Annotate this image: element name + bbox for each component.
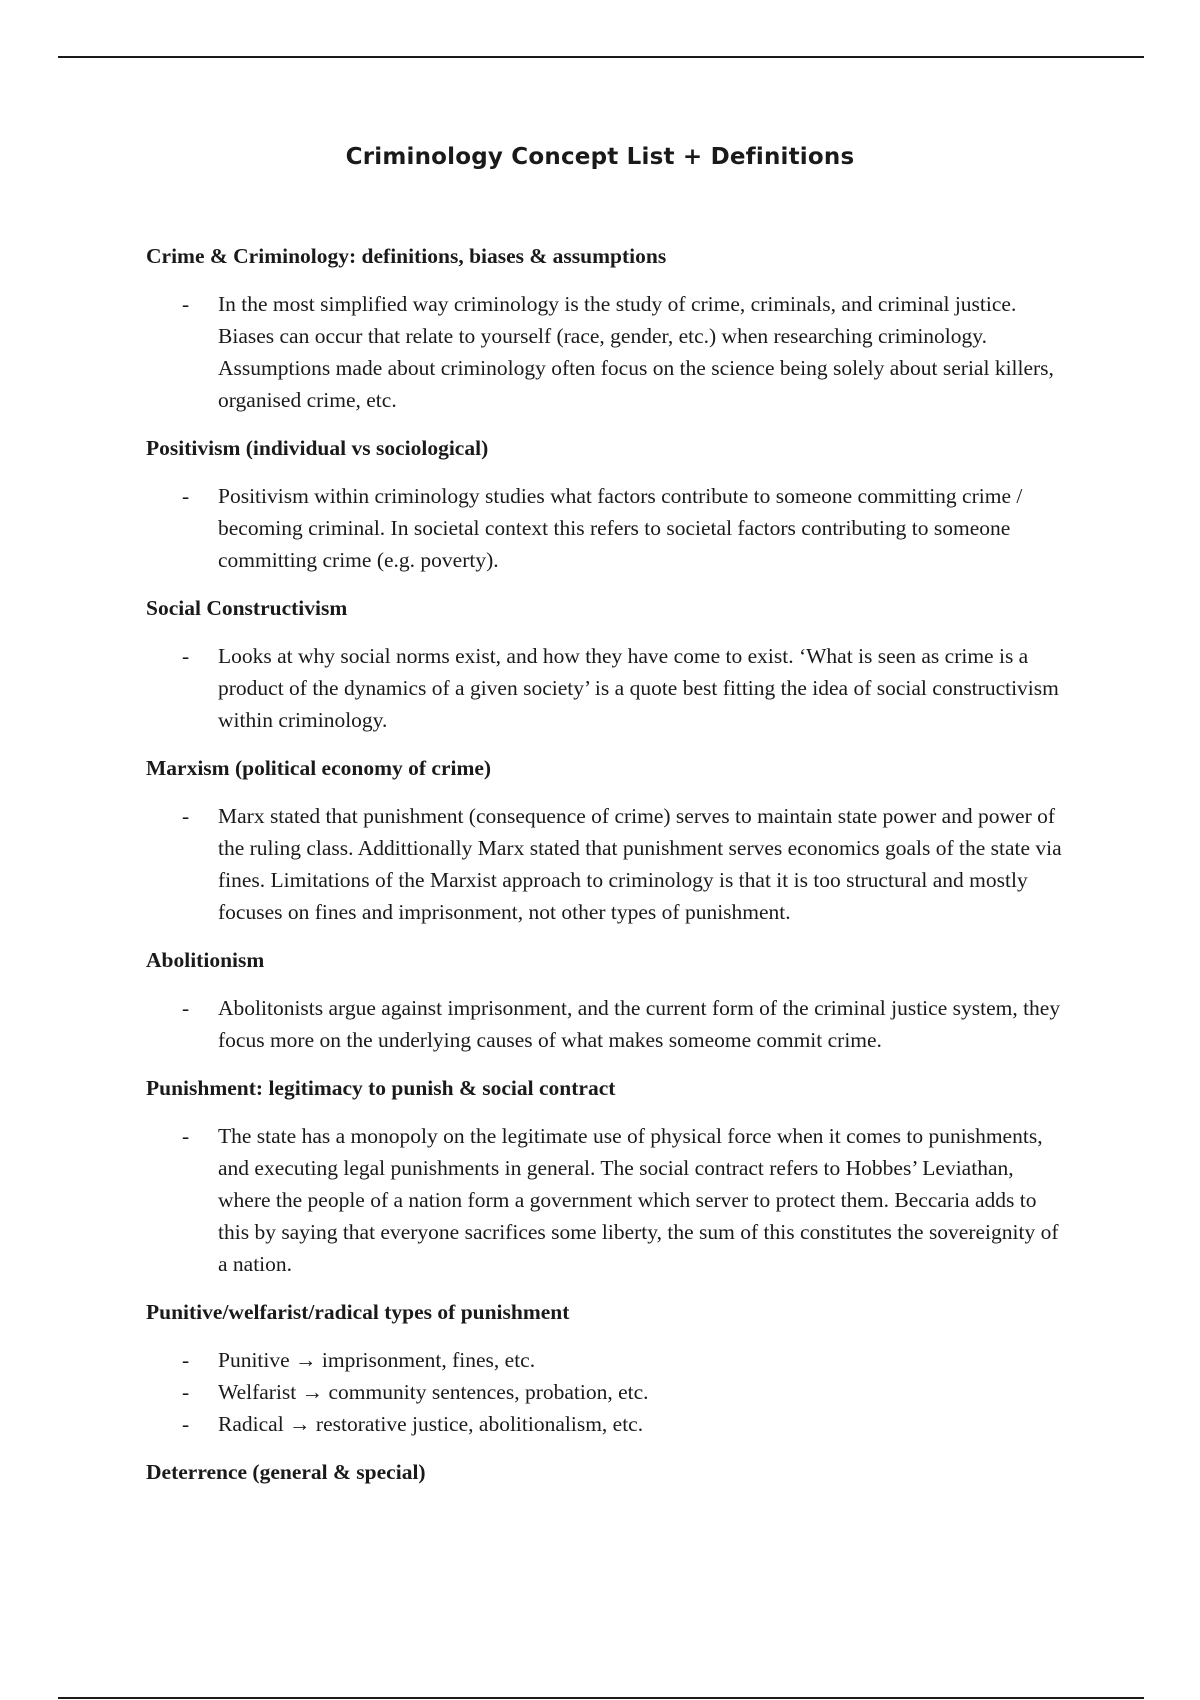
section (146, 1072, 1066, 1280)
bullet-item (146, 640, 1066, 736)
bullet-text: Looks at why social norms exist, and how they have come to exist. ‘What is seen as crime is a product of the dynamics of a given society’ is a quote best fitting the idea of social constructivism within criminology. (218, 644, 1059, 732)
top-rule (58, 56, 1144, 58)
bullet-item (146, 1376, 1066, 1408)
bullet-marker: - (182, 1348, 190, 1372)
section-heading: Punishment: legitimacy to punish & social contract (146, 1076, 616, 1100)
bullet-text: Punitive → imprisonment, fines, etc. (218, 1348, 536, 1372)
bullet-item (146, 1120, 1066, 1280)
bottom-rule (58, 1697, 1144, 1699)
bullet-text: Radical → restorative justice, abolitionalism, etc. (218, 1412, 644, 1436)
section (146, 1456, 1066, 1488)
section-heading: Punitive/welfarist/radical types of punishment (146, 1300, 570, 1324)
bullet-marker: - (182, 644, 190, 668)
section (146, 592, 1066, 736)
section-heading: Abolitionism (146, 948, 265, 972)
bullet-list (146, 800, 1066, 928)
document-body (146, 240, 1066, 1504)
page-title: Criminology Concept List + Definitions (345, 144, 855, 170)
bullet-item (146, 1344, 1066, 1376)
bullet-list (146, 288, 1066, 416)
bullet-marker: - (182, 1412, 190, 1436)
bullet-item (146, 992, 1066, 1056)
section (146, 240, 1066, 416)
bullet-item (146, 1408, 1066, 1440)
bullet-text: Positivism within criminology studies what factors contribute to someone committing crime / becoming criminal. In societal context this refers to societal factors contributing to someone committing crime (e.g. poverty). (218, 484, 1023, 572)
section-heading: Crime & Criminology: definitions, biases & assumptions (146, 244, 667, 268)
bullet-item (146, 288, 1066, 416)
section (146, 752, 1066, 928)
section-heading: Deterrence (general & special) (146, 1460, 426, 1484)
section-heading: Social Constructivism (146, 596, 348, 620)
bullet-text: The state has a monopoly on the legitimate use of physical force when it comes to punishments, and executing legal punishments in general. The social contract refers to Hobbes’ Leviathan, where the people of a nation form a government which server to protect them. Beccaria adds to this by saying that everyone sacrifices some liberty, the sum of this constitutes the sovereignity of a nation. (218, 1124, 1059, 1276)
bullet-list (146, 992, 1066, 1056)
bullet-marker: - (182, 292, 190, 316)
section (146, 432, 1066, 576)
bullet-text: Welfarist → community sentences, probation, etc. (218, 1380, 649, 1404)
bullet-text: In the most simplified way criminology is the study of crime, criminals, and criminal justice. Biases can occur that relate to yourself (race, gender, etc.) when researching criminology. Assumptions made about criminology often focus on the science being solely about serial killers, organised crime, etc. (218, 292, 1054, 412)
bullet-marker: - (182, 484, 190, 508)
bullet-marker: - (182, 996, 190, 1020)
bullet-item (146, 480, 1066, 576)
section-heading: Positivism (individual vs sociological) (146, 436, 489, 460)
section (146, 944, 1066, 1056)
section-heading: Marxism (political economy of crime) (146, 756, 492, 780)
bullet-list (146, 1120, 1066, 1280)
bullet-list (146, 480, 1066, 576)
bullet-list (146, 640, 1066, 736)
bullet-item (146, 800, 1066, 928)
bullet-list (146, 1344, 1066, 1440)
bullet-marker: - (182, 804, 190, 828)
bullet-text: Marx stated that punishment (consequence of crime) serves to maintain state power and power of the ruling class. Addittionally Marx stated that punishment serves economics goals of the state via fines. Limitations of the Marxist approach to criminology is that it is too structural and mostly focuses on fines and imprisonment, not other types of punishment. (218, 804, 1062, 924)
bullet-text: Abolitonists argue against imprisonment, and the current form of the criminal justice system, they focus more on the underlying causes of what makes someome commit crime. (218, 996, 1061, 1052)
section (146, 1296, 1066, 1440)
bullet-marker: - (182, 1380, 190, 1404)
bullet-marker: - (182, 1124, 190, 1148)
